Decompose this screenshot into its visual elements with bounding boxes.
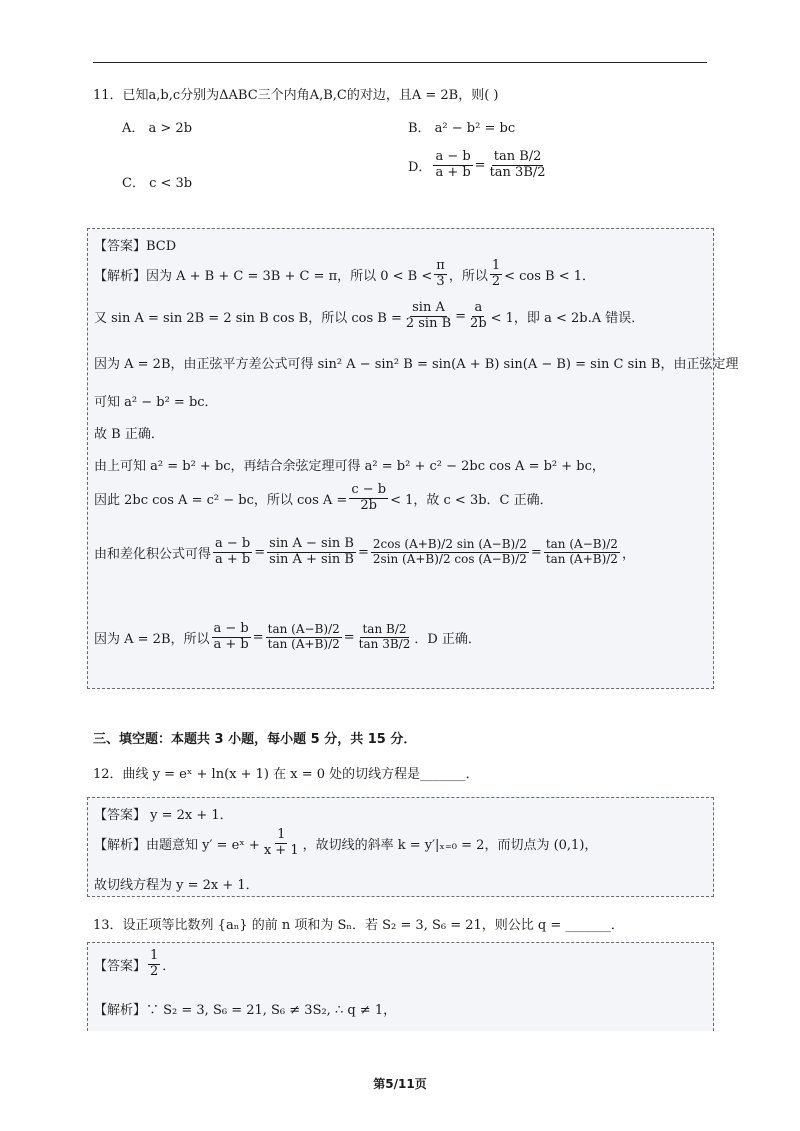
q11-l9-frac3: [357, 623, 413, 652]
q11-option-c: C． c < 3b: [122, 176, 193, 191]
section3-heading: 三、填空题：本题共 3 小题，每小题 5 分，共 15 分．: [93, 732, 417, 747]
q11-l9-eq2: =: [343, 629, 355, 645]
q11-answer: 【答案】BCD: [94, 239, 177, 254]
q11-l2-eq: =: [455, 308, 467, 324]
q11-l8-frac2: [267, 537, 356, 568]
q11-l9-f1-den: a + b: [213, 636, 249, 652]
q11-l2-f1-num: sin A: [412, 300, 445, 315]
q11-l9-frac2: [266, 623, 342, 652]
q11-analysis-line3: 因为 A = 2B，由正弦平方差公式可得 sin² A − sin² B = sin(A + B) sin(A − B) = sin C sin B，由正弦定理: [94, 357, 739, 372]
q11-l8-frac1: [213, 537, 252, 568]
q11-l7-suffix: < 1，故 c < 3b．C 正确．: [390, 492, 553, 508]
q11-l2-frac2: [468, 301, 489, 332]
q11-l8-f3-num: 2cos (A+B)/2 sin (A−B)/2: [372, 537, 527, 552]
q11-option-d-lhs: [433, 150, 472, 181]
q11-l9-eq1: =: [252, 629, 264, 645]
q12-analysis-frac: [262, 828, 301, 859]
q11-l1-mid: ，所以: [448, 268, 488, 284]
q13-stem: 13．设正项等比数列 {aₙ} 的前 n 项和为 Sₙ．若 S₂ = 3, S₆ = 21，则公比 q = _______．: [93, 918, 624, 933]
q11-l9-suffix: ．D 正确．: [414, 631, 481, 647]
q11-l1-half-num: 1: [491, 258, 501, 273]
q11-l7-den: 2b: [360, 497, 377, 513]
q11-analysis-line6: 由上可知 a² = b² + bc，再结合余弦定理可得 a² = b² + c² − 2bc cos A = b² + bc，: [94, 459, 605, 474]
q11-l2-suffix: < 1，即 a < 2b.A 错误．: [490, 310, 645, 326]
q11-l9-frac1: [212, 622, 251, 653]
q13-answer-frac: [148, 949, 160, 980]
q11-l2-frac1: [404, 301, 453, 332]
q11-option-d-rhs-den: tan 3B/2: [489, 164, 546, 180]
q12-solution-box: [87, 797, 714, 897]
q11-l8-f1-den: a + b: [215, 551, 251, 567]
q11-l8-f2-den: sin A + sin B: [269, 551, 354, 567]
q11-l8-f3-den: 2sin (A+B)/2 cos (A−B)/2: [372, 551, 527, 566]
q12-analysis-suffix: ，故切线的斜率 k = y′|ₓ₌₀ = 2，而切点为 (0,1)，: [302, 837, 598, 853]
q11-l8-eq3: =: [530, 544, 542, 560]
q11-option-d-rhs: [488, 150, 548, 181]
q11-l1-half-den: 2: [491, 273, 501, 289]
q11-analysis-line5: 故 B 正确．: [94, 427, 164, 442]
q11-l8-eq2: =: [357, 544, 369, 560]
q12-analysis-num: 1: [277, 827, 286, 842]
q11-option-d-label: D．: [408, 159, 432, 175]
q11-l1-suffix: < cos B < 1．: [504, 268, 596, 284]
q11-l8-suffix: ，: [621, 546, 635, 562]
q11-l9-f3-den: tan 3B/2: [358, 636, 411, 651]
q11-option-d-lhs-den: a + b: [435, 164, 471, 180]
q11-l2-f2-num: a: [474, 300, 483, 315]
q11-l8-f1-num: a − b: [215, 536, 251, 551]
q11-analysis-line8: [94, 537, 635, 568]
q11-stem: 11．已知a,b,c分别为ΔABC三个内角A,B,C的对边，且A = 2B，则( ): [93, 88, 499, 103]
q11-l8-f4-num: tan (A−B)/2: [545, 537, 618, 552]
q12-conclusion: 故切线方程为 y = 2x + 1．: [94, 878, 259, 893]
q11-analysis-line4: 可知 a² − b² = bc．: [94, 395, 218, 410]
q11-l8-frac3: [371, 538, 529, 567]
q11-l1-pi-frac: [434, 259, 447, 290]
q13-analysis: 【解析】∵ S₂ = 3, S₆ = 21, S₆ ≠ 3S₂, ∴ q ≠ 1，: [94, 1003, 397, 1018]
q12-analysis: [94, 828, 597, 859]
q11-option-d-lhs-num: a − b: [435, 149, 471, 164]
q11-l8-eq1: =: [254, 544, 266, 560]
q11-l8-prefix: 由和差化积公式可得: [94, 546, 212, 562]
q11-l2-f2-den: 2b: [470, 315, 487, 331]
q11-l1-pi-num: π: [436, 258, 445, 273]
q13-answer-den: 2: [150, 963, 159, 979]
q11-analysis-line7: [94, 483, 553, 514]
q13-answer-label: 【答案】: [94, 958, 147, 974]
q12-analysis-prefix: 【解析】由题意知 y′ = eˣ +: [94, 837, 260, 853]
q11-l2-f1-den: 2 sin B: [405, 315, 452, 331]
q11-l8-f2-num: sin A − sin B: [269, 536, 354, 551]
q11-l7-prefix: 因此 2bc cos A = c² − bc，所以 cos A =: [94, 492, 348, 508]
q11-l9-prefix: 因为 A = 2B，所以: [94, 631, 210, 647]
q11-analysis-line9: [94, 622, 481, 653]
q11-l2-prefix: 又 sin A = sin 2B = 2 sin B cos B，所以 cos B =: [94, 310, 402, 326]
q11-option-d: [408, 150, 550, 181]
header-rule: [93, 62, 707, 63]
q12-analysis-den: x + 1: [263, 842, 299, 858]
q11-solution-box: [87, 228, 739, 689]
page-number: 第5/11页: [373, 1077, 427, 1091]
q13-answer-num: 1: [150, 948, 159, 963]
q11-option-a: A． a > 2b: [122, 121, 193, 136]
q11-l1-pi-den: 3: [436, 273, 445, 289]
q11-option-b: B． a² − b² = bc: [408, 121, 516, 136]
q11-l9-f3-num: tan B/2: [362, 622, 407, 637]
q11-analysis-line1: [94, 259, 595, 290]
q11-option-d-rhs-num: tan B/2: [493, 149, 542, 164]
q12-answer: 【答案】 y = 2x + 1．: [94, 808, 233, 823]
q13-answer: [94, 949, 175, 980]
q11-l9-f2-den: tan (A+B)/2: [267, 636, 340, 651]
q11-l7-frac: [349, 483, 388, 514]
q11-l8-frac4: [544, 538, 620, 567]
q11-analysis-line2: [94, 301, 644, 332]
q11-l8-f4-den: tan (A+B)/2: [545, 551, 618, 566]
q13-answer-suffix: ．: [162, 958, 176, 974]
q11-l9-f2-num: tan (A−B)/2: [267, 622, 340, 637]
q11-l1-prefix: 【解析】因为 A + B + C = 3B + C = π，所以 0 < B <: [94, 268, 433, 284]
q13-solution-box: [87, 942, 714, 1031]
q11-option-d-eq: =: [474, 157, 486, 173]
q12-stem: 12．曲线 y = eˣ + ln(x + 1) 在 x = 0 处的切线方程是_______．: [93, 767, 479, 782]
q11-l7-num: c − b: [351, 482, 387, 497]
q11-l1-half-frac: [490, 259, 502, 290]
q11-l9-f1-num: a − b: [213, 621, 249, 636]
